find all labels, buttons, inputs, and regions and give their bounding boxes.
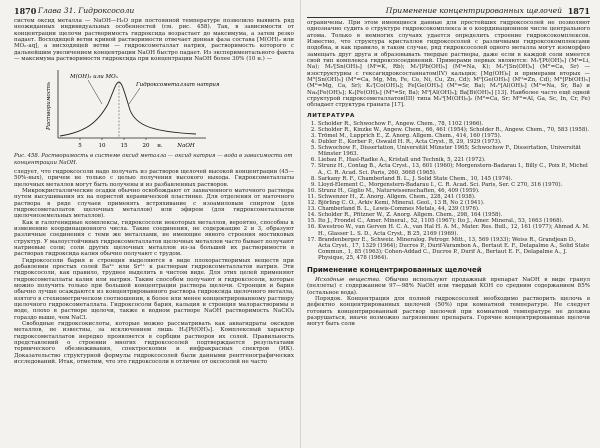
reference-item: 8. Sarkany R. F., Chamberland B. L., J. Solid State Chem., 10, 145 (1974).	[310, 175, 513, 182]
left-paragraph-2: следует, что гидроксосоли надо получать из растворов щелочей высокой концентрации (45—50%-ных), причем не только с целью получения высокого выхода. Гидроксометаллаты щелочных металлов могут быть получены и из разбавленных растворов.	[14, 168, 294, 188]
x-tick-label: 15	[120, 143, 128, 150]
x-axis-label: NaOH	[177, 143, 195, 150]
left-running-title: Глава 31. Гидроксосоли	[38, 6, 135, 15]
left-paragraph-1: систем оксид металла — NaOH—H₂O при постоянной температуре позволило выявить ряд неожиданных индивидуальных особенностей (см. рис. 458). Так, в зависимости от концентрации щелочи растворимость гидроксида возрастает до максимума, а затем резко падает. Восходящей ветви кривой растворимости отвечает донная фаза состава [M(OH)₂ или MOₙ·aq], а нисходящей ветви — гидроксометаллат натрия, растворимость которого с дальнейшим увеличением концентрации NaOH быстро падает. Из экспериментального факта — максимума растворимости гидроксида при концентрации NaOH более 30% (10 н.) —	[14, 18, 294, 63]
right-page-number: 1871	[567, 6, 590, 16]
reference-item: 16. Kwestroo W., van Gerven H. C. A., van Hal H. A. M., Mater. Res. Bull., 12, 161 (1977); Ahmad A. M. H., Glasser L. S. D., Acta Cryst., B 25, 2169 (1969).	[307, 224, 590, 237]
y-axis-label: Растворимость	[46, 82, 52, 131]
right-phase-label: Гидроксометаллат натрия	[136, 82, 220, 89]
x-tick-label: н.	[157, 143, 163, 150]
section-title: Применение концентрированных щелочей	[307, 265, 482, 274]
solubility-figure	[36, 64, 226, 152]
right-paragraph-1: ограничены. При этом имеющиеся данные для простейших гидроксосолей не позволяют однозначно судить о структуре гидроксокомплекса и о координационном числе центрального атома. Только в немногих случаях удается определить строение гидроксокомплексов. Известно, что структура кристаллов гидроксосолей с различными гидроксокомплексами подобна, и как правило, в таком случае, ряд гидроксосолей одного металла могут изоморфно замещать друг друга и образовывать твердые растворы, даже если в каждой соли имеется свой тип комплекса гидроксосоединений. Примерами первых являются: M₂ᴵ[Pt(OH)₆] (Mᴵ=Li, Na); M₂ᴵ[Sn(OH)₆] (Mᴵ=K, Rb); M₂ᴵ[Pb(OH)₆] (Mᴵ=Na, K); M₂ᴵᴵ[Sn(OH)₆] (Mᴵᴵ=Ca, Sr) — изоструктурны с гексагидроксостаннатом(IV) кальция; [Mg(OH)₆] и примерами вторых — Mᴵᴵ[Sn(OH)₆] (Mᴵᴵ=Ca, Mg, Mn, Fe, Co, Ni, Cu, Zn, Cd); Mᴵᴵ[Ge(OH)₆] (Mᴵᴵ=Zn, Cd); Mᴵᴵ[Pb(OH)₆] (Mᴵᴵ=Mg, Ca, Sr); K₂ᴵ[Co(OH)₄]; Fe[Ge(OH)₆] (Mᴵᴵ=Sr, Ba); M₂ᴵᴵ[Al(OH)₆] (Mᴵᴵ=Na, Sr, Ba) и Na₃[Fe(OH)₆]; K₂[Fe(OH)₆] (Mᴵᴵ=Sr, Ba); Mᴵᴵ[Al(OH)₆]; Ba[Bi(OH)₆] [13]. Наиболее часто ещё одной структурой гидроксометаллатов(III) типа M₃ᴵᴵ[M(OH)₆]₂ (Mᴵᴵ=Ca, Sr; Mᴵᴵᴵ=Al, Ga, Sc, In, Cr, Fe) обладает структура граната [17].	[307, 20, 590, 109]
reference-item: 6. Liebau F., Hasl-Radke A., Kristall und Technik, 5, 221 (1972).	[310, 157, 486, 164]
reference-item: 13. Chamberland B. L., Lewis-Commes Metals, 44, 239 (1976).	[307, 206, 480, 213]
reference-list	[307, 121, 590, 261]
reference-item: 1. Scholder R., Schwochow F., Angew. Chem., 78, 1102 (1966).	[310, 120, 484, 127]
reference-item: 7. Strunz H., Contag B., Acta Cryst., 13, 601 (1960); Morgenstern-Badarau I., Billy C., Poix P., Michel A., C. R. Acad. Sci. Paris, 260, 3668 (1965).	[310, 163, 588, 176]
reference-item: 2. Scholder R., Kinzke W., Angew. Chem., 66, 461 (1954); Scholder R., Angew. Chem., 70, 583 (1958).	[310, 126, 590, 133]
reference-item: 10. Strunz H., Giglio M., Naturwissenschaften, 46, 409 (1959).	[307, 187, 480, 194]
right-paragraph-source	[307, 277, 590, 296]
reference-item: 4. Dubler E., Korber P., Oswald H. R., Acta Cryst., B, 29, 1929 (1973).	[310, 139, 502, 146]
right-paragraph-prep: Порядок. Концентрация для полной гидроксосолей необходимо растворить щелочь в дефектно концентрированных щелочей (50%) при комнатной температуре. Не следует готовить концентрированный раствор щелочей при комнатной температуре не должна разрушаться, иначе возможно загрязнение препарата. Горячие концентрированные щелочи могут быть соли	[307, 296, 590, 328]
reference-item: 3. Trömel M., Lupprich E., Z. Anorg. Allgem. Chem., 414, 160 (1975).	[310, 133, 502, 139]
solubility-curve	[60, 82, 196, 136]
source-text: Обычно используют продажный препарат NaOH в виде гранул (пеллеты) с содержанием 97—98% NaOH или твердый KOH со средним содержанием 85% (остальное вода).	[307, 276, 590, 296]
reference-item: 11. Schwenzer H., Z. Anorg. Allgem. Chem., 228, 241 (1938).	[307, 193, 476, 200]
left-paragraph-4: Как и галогенидные комплексы, гидроксосоли некоторых металлов, вероятно, способны к изменению координационного числа. Такие соединения, не содержащие 2 и 3, образуют различные соединения с теми же металлами, не имеющие явного строения мостиковых структур. У малоустойчивых гидроксометаллатов щелочных металлов часто бывает получают натриевые соли; соли других щелочных металлов из-за большей их растворимости в растворах гидроксида калия обычно получают с трудом.	[14, 219, 294, 258]
left-running-head	[14, 6, 294, 18]
left-paragraph-5: Гидроксосоли бария и стронция выделяются в виде плохорастворимых веществ при добавлении простых солей Ba²⁺ или Sr²⁺ к растворам гидроксометаллатов натрия. Эти гидроксосоли, как правило, труднее выделить в чистом виде. Для этих целей применяют гидроксометаллаты калия или натрия. Таким способом получают и гидроксосоли, которые можно получить только при большой концентрации раствора щелочи. Стронция и бария обычно лучше осаждаются из концентрированного раствора гидроксида щелочного металла, взятого в стехиометрическом соотношении, к более или менее концентрированному раствору щелочного гидроксометаллата. Гидроксосоли бария, кальция и стронция малорастворимы в воде, плохо в растворе щелочи, также в водном растворе NaOH растворимость NaClO₄ гораздо выше, чем NaCl.	[14, 257, 294, 321]
x-tick-label: 5	[78, 143, 82, 150]
left-page-number: 1870	[14, 6, 37, 16]
reference-item: 5. Schwochow F., Dissertation, Universität Münster 1965; Schwochow F., Dissertation, Universität Münster 1963.	[310, 145, 581, 158]
reference-item: 17. Brandenberger E., Schweiz. Mineralog. Petrogr. Mitt., 13, 569 (1933); Weiss R., Grandjean D., Acta Cryst., 17, 1329 (1964); Ducros P., Durif-Varambon A., Bertaut E. F., Delapalme A., Solid State Commun., 1, 85 (1963); Cohen-Addad C., Ducros P., Durif A., Bertaut E. F., Delapalme A., J. Physique, 25, 478 (1964).	[307, 236, 590, 261]
reference-item: 9. Lloyd-Element C., Morgenstern-Badarau I., C. R. Acad. Sci. Paris, Ser. C 270, 316 (1970).	[310, 181, 563, 188]
right-page	[300, 0, 600, 448]
right-running-title: Применение концентрированных щелочей	[385, 6, 562, 15]
reference-item: 15. Ito J., Frondel C., Amer. Mineral., 52, 1105 (1967); Ito J., Amer. Mineral., 53, 1663 (1968).	[307, 218, 564, 225]
left-paragraph-6: Свободные гидроксокислоты, которые можно рассматривать как аквагидраты оксидов металлов, не известны, за исключением лишь H₂[Pt(OH)₆]. Комплексный характер гидроксометаллатов нередко проявляется в сорбции растворов их солей. Правильность представлений о строении многих гидроксосолей подтверждается результатами термического обезвоживания, спектроскопии и инфракрасных спектров (ИК). Доказательство структурной формулы гидроксосолей были данными рентгенографических исследований. Итак, отметим, что это гидроксосоли в отличие от оксосолей не часто	[14, 321, 294, 366]
right-running-head	[307, 6, 590, 18]
left-phase-label: M(OH)₂ или MOₙ	[70, 74, 118, 81]
reference-item: 12. Björling C. O., Arkiv Kemi, Mineral. Geol., 13 B, No 2 (1941).	[307, 200, 485, 207]
source-label: Исходные вещества.	[315, 276, 381, 283]
figure-caption: Рис. 458. Растворимость в системе оксид металла — оксид натрия — вода в зависимости от концентрации NaOH.	[14, 153, 293, 166]
x-tick-label: 20	[142, 143, 150, 150]
x-tick-label: 10	[98, 143, 106, 150]
literature-heading: ЛИТЕРАТУРА	[307, 112, 355, 119]
solubility-chart	[36, 64, 226, 152]
left-paragraph-3: Микрокристаллические осадки обычно освобождают от захваченного маточного раствора путем высушивания их на пористой керамической пластинке. Для отделения от маточного раствора в ряде случаев применять встряхивание с изоамиловым спиртом (для гидроксометаллатов щелочных металлов) или эфиром (для гидроксометаллатов щелочноземельных металлов).	[14, 187, 294, 220]
reference-item: 14. Scholder R., Pfitzner W., Z. Anorg. Allgem. Chem., 298, 164 (1958).	[307, 212, 503, 219]
